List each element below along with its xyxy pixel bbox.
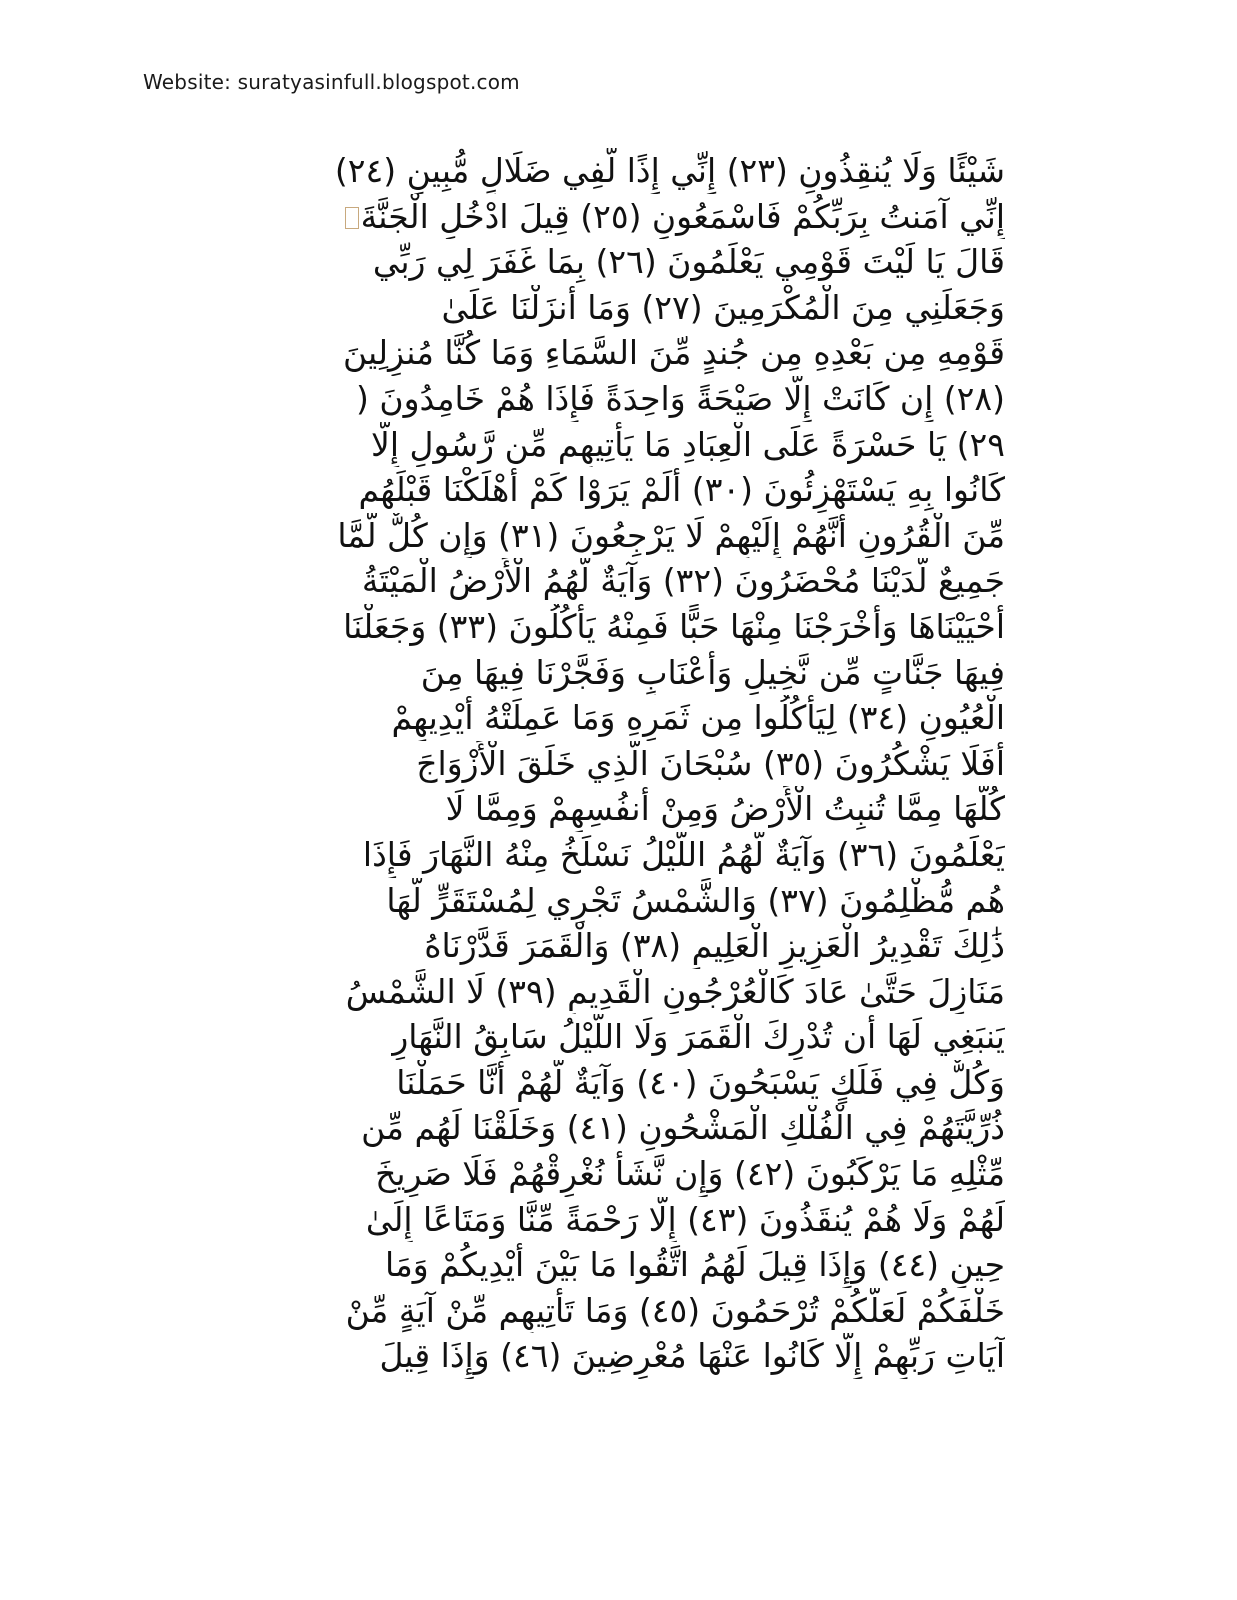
- text-line: الْعُيُونِ (٣٤) لِيَأْكُلُوا مِن ثَمَرِهِ وَمَا عَمِلَتْهُ أَيْدِيهِمْ: [391, 698, 1005, 738]
- text-line: ذُرِّيَّتَهُمْ فِي الْفُلْكِ الْمَشْحُونِ (٤١) وَخَلَقْنَا لَهُم مِّن: [361, 1108, 1005, 1148]
- text-line: هُم مُّظْلِمُونَ (٣٧) وَالشَّمْسُ تَجْرِي لِمُسْتَقَرٍّ لَّهَا: [386, 880, 1005, 920]
- text-line: يَنبَغِي لَهَا أَن تُدْرِكَ الْقَمَرَ وَلَا اللَّيْلُ سَابِقُ النَّهَارِ: [392, 1017, 1005, 1057]
- text-line: شَيْئًا وَلَا يُنقِذُونِ (٢٣) إِنِّي إِذًا لَّفِي ضَلَالٍ مُّبِينٍ (٢٤): [334, 151, 1005, 190]
- text-line: (٢٨) إِن كَانَتْ إِلَّا صَيْحَةً وَاحِدَةً فَإِذَا هُمْ خَامِدُونَ (: [356, 378, 1005, 418]
- quran-text-block: [205, 148, 1005, 1379]
- text-line: حِينٍ (٤٤) وَإِذَا قِيلَ لَهُمُ اتَّقُوا مَا بَيْنَ أَيْدِيكُمْ وَمَا: [385, 1245, 1005, 1285]
- text-line: آيَاتِ رَبِّهِمْ إِلَّا كَانُوا عَنْهَا مُعْرِضِينَ (٤٦) وَإِذَا قِيلَ: [379, 1336, 1005, 1376]
- text-line: مِّثْلِهِ مَا يَرْكَبُونَ (٤٢) وَإِن نَّشَأْ نُغْرِقْهُمْ فَلَا صَرِيخَ: [375, 1154, 1005, 1194]
- text-line: [205, 194, 1005, 240]
- text-line: فِيهَا جَنَّاتٍ مِّن نَّخِيلٍ وَأَعْنَابٍ وَفَجَّرْنَا فِيهَا مِنَ: [420, 652, 1005, 692]
- text-line: أَحْيَيْنَاهَا وَأَخْرَجْنَا مِنْهَا حَبًّا فَمِنْهُ يَأْكُلُونَ (٣٣) وَجَعَلْنَا: [343, 606, 1005, 646]
- text-line: مِّنَ الْقُرُونِ أَنَّهُمْ إِلَيْهِمْ لَا يَرْجِعُونَ (٣١) وَإِن كُلٌّ لَّمَّا: [337, 515, 1005, 555]
- text-line: وَكُلٌّ فِي فَلَكٍ يَسْبَحُونَ (٤٠) وَآيَةٌ لَّهُمْ أَنَّا حَمَلْنَا: [396, 1062, 1005, 1102]
- text-line: أَفَلَا يَشْكُرُونَ (٣٥) سُبْحَانَ الَّذِي خَلَقَ الْأَزْوَاجَ: [416, 743, 1005, 783]
- text-line: كَانُوا بِهِ يَسْتَهْزِئُونَ (٣٠) أَلَمْ يَرَوْا كَمْ أَهْلَكْنَا قَبْلَهُم: [358, 470, 1005, 510]
- missing-glyph-icon: [345, 207, 359, 229]
- text-line: كُلَّهَا مِمَّا تُنبِتُ الْأَرْضُ وَمِنْ أَنفُسِهِمْ وَمِمَّا لَا: [445, 789, 1005, 829]
- text-line-segment: إِنِّي آمَنتُ بِرَبِّكُمْ فَاسْمَعُونِ (٢٥) قِيلَ ادْخُلِ الْجَنَّةَ: [360, 196, 1005, 236]
- text-line: يَعْلَمُونَ (٣٦) وَآيَةٌ لَّهُمُ اللَّيْلُ نَسْلَخُ مِنْهُ النَّهَارَ فَإِذَا: [362, 834, 1005, 874]
- text-line: قَوْمِهِ مِن بَعْدِهِ مِن جُندٍ مِّنَ السَّمَاءِ وَمَا كُنَّا مُنزِلِينَ: [342, 333, 1005, 373]
- text-line: ٢٩) يَا حَسْرَةً عَلَى الْعِبَادِ مَا يَأْتِيهِم مِّن رَّسُولٍ إِلَّا: [371, 424, 1005, 464]
- text-line: وَجَعَلَنِي مِنَ الْمُكْرَمِينَ (٢٧) وَمَا أَنزَلْنَا عَلَىٰ: [441, 287, 1005, 327]
- text-line: جَمِيعٌ لَّدَيْنَا مُحْضَرُونَ (٣٢) وَآيَةٌ لَّهُمُ الْأَرْضُ الْمَيْتَةُ: [361, 561, 1005, 601]
- website-header: Website: suratyasinfull.blogspot.com: [143, 70, 520, 94]
- text-line: خَلْفَكُمْ لَعَلَّكُمْ تُرْحَمُونَ (٤٥) وَمَا تَأْتِيهِم مِّنْ آيَةٍ مِّنْ: [345, 1290, 1005, 1330]
- text-line: ذَٰلِكَ تَقْدِيرُ الْعَزِيزِ الْعَلِيمِ (٣٨) وَالْقَمَرَ قَدَّرْنَاهُ: [424, 926, 1005, 966]
- text-line: لَهُمْ وَلَا هُمْ يُنقَذُونَ (٤٣) إِلَّا رَحْمَةً مِّنَّا وَمَتَاعًا إِلَىٰ: [365, 1199, 1005, 1239]
- text-line: مَنَازِلَ حَتَّىٰ عَادَ كَالْعُرْجُونِ الْقَدِيمِ (٣٩) لَا الشَّمْسُ: [345, 971, 1005, 1011]
- text-line: قَالَ يَا لَيْتَ قَوْمِي يَعْلَمُونَ (٢٦) بِمَا غَفَرَ لِي رَبِّي: [372, 242, 1005, 282]
